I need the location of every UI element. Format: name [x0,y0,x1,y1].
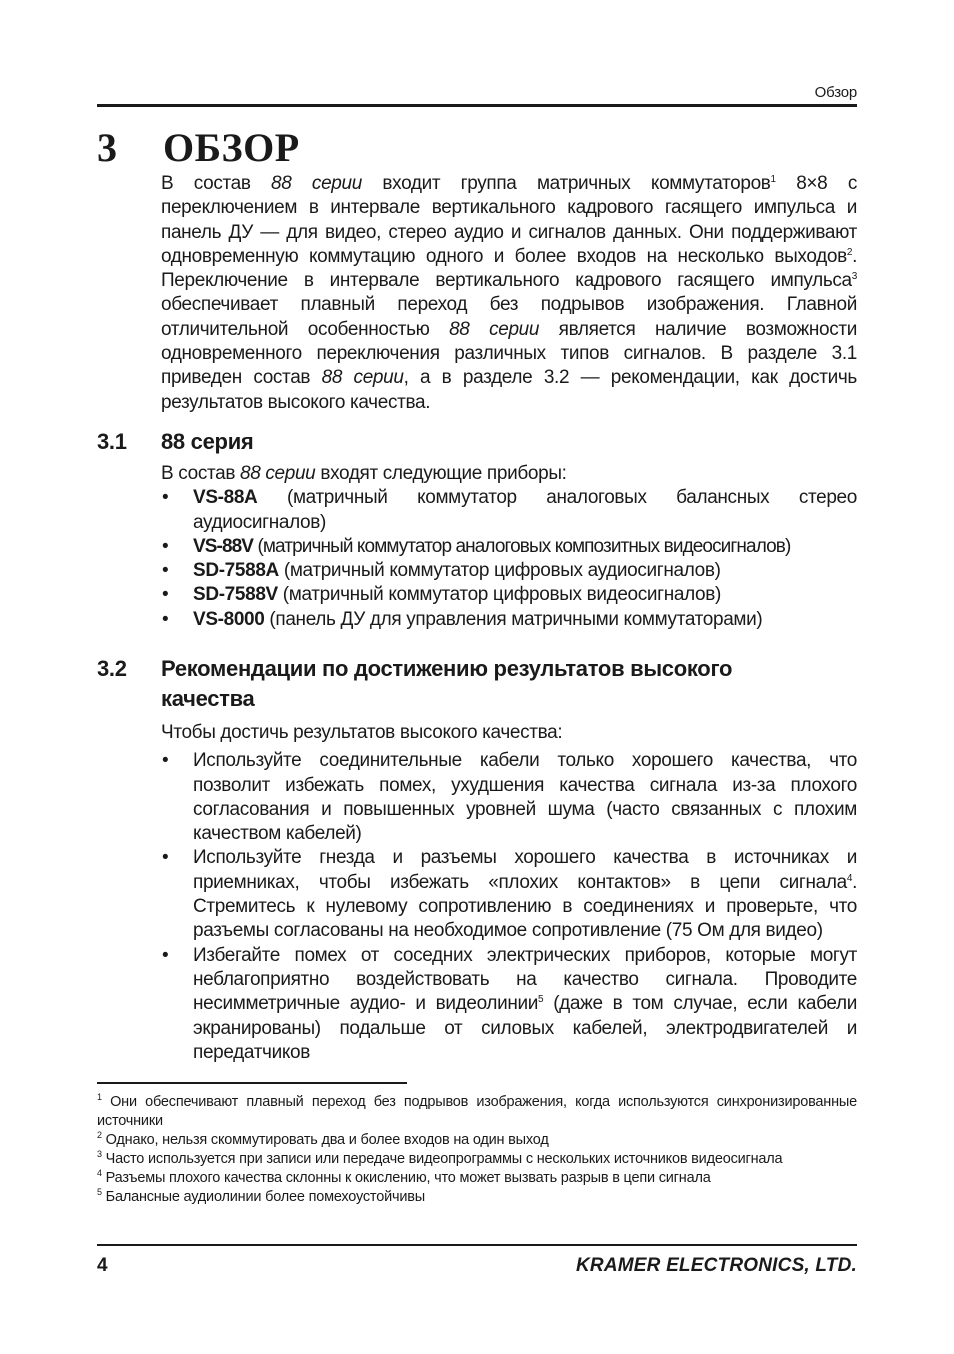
list-item [161,608,857,632]
model-name: SD-7588A [193,560,279,582]
footnote-text: Разъемы плохого качества склонны к окислению, что может вызвать разрыв в цепи сигнала [101,1170,711,1186]
running-header: Обзор [814,84,857,101]
model-description: (панель ДУ для управления матричными коммутаторами) [264,608,763,630]
series-name: 88 серии [240,463,316,484]
intro-text: входит группа матричных коммутаторов [361,173,771,194]
section-number: 3.1 [97,429,127,454]
lead-text: входят следующие приборы: [315,463,567,484]
series-name: 88 серии [271,173,362,194]
footnote-ref: 1 [770,174,776,185]
footnote-ref: 2 [846,246,853,258]
intro-text: , а в разделе 3.2 — рекомендации, как достичь результатов высокого качества. [161,367,857,413]
footnote-ref: 5 [538,994,544,1006]
footnote-text: Однако, нельзя скоммутировать два и более входов на один выход [101,1132,549,1148]
footnote-text: Часто используется при записи или передаче видеопрограммы с нескольких источников видеосигнала [101,1151,783,1167]
model-description: (матричный коммутатор аналоговых композитных видеосигналов) [253,535,791,557]
footnotes [97,1093,857,1207]
lead-text: В состав [161,463,241,484]
intro-text: . Переключение в интервале вертикального кадрового гасящего импульса [161,245,857,292]
page-number: 4 [97,1255,108,1276]
device-list [161,486,857,632]
recommendation-list [161,749,857,1065]
recommendation-text: Используйте соединительные кабели только хорошего качества, что позволит избежать помех, ухудшения качества сигнала из-за плохого согласования и повышенных уровней шума (часто связанных с плохим качеством кабелей) [193,750,857,845]
chapter-intro-paragraph [161,172,857,415]
list-item [161,535,857,559]
model-description: (матричный коммутатор цифровых аудиосигналов) [278,560,721,582]
series-name: 88 серии [449,318,540,340]
bullet: • [162,560,169,582]
footnote-number: 4 [97,1168,102,1178]
footer-rule [97,1244,857,1246]
model-name: VS-8000 [193,608,265,630]
section-number: 3.2 [97,656,127,681]
footnote-number: 5 [97,1187,102,1197]
intro-text: В состав [161,173,272,194]
chapter-title [97,124,857,172]
page [97,0,857,1354]
footnote [97,1093,857,1131]
series-name: 88 серии [321,367,404,389]
footnote [97,1188,857,1207]
intro-text: обеспечивает плавный переход без подрывов изображения. Главной отличительной особенностью [161,294,857,340]
section-3-2-body [161,721,857,1065]
footnote [97,1131,857,1150]
list-item [161,583,857,607]
list-item [161,486,857,535]
footnote-number: 3 [97,1149,102,1159]
model-description: (матричный коммутатор цифровых видеосигналов) [277,584,721,606]
bullet: • [162,487,169,509]
section-title-line: качества [161,686,255,711]
bullet: • [162,944,169,966]
section-3-1-body [161,462,857,632]
section-lead [161,462,857,486]
footnote [97,1169,857,1188]
intro-text: является наличие возможности одновременного переключения различных типов сигналов. В разделе 3.1 приведен состав [161,318,857,389]
bullet: • [162,847,169,869]
footnote-rule [97,1082,407,1084]
footnote-number: 2 [97,1130,102,1140]
recommendation-text: (даже в том случае, если кабели экранированы) подальше от силовых кабелей, электродвигателей и передатчиков [193,993,857,1063]
intro-text: 8×8 с переключением в интервале вертикального кадрового гасящего импульса и панель ДУ — для видео, стерео аудио и сигналов данных. Они поддерживают одновременную коммутацию одного и более входов на несколько выходов [161,173,857,267]
recommendation-text: . Стремитесь к нулевому сопротивлению в соединениях и проверьте, что разъемы согласованы на необходимое сопротивление (75 Ом для видео) [193,871,857,942]
footnote-text: Они обеспечивают плавный переход без подрывов изображения, когда используются синхронизированные источники [97,1094,857,1129]
chapter-number: 3 [97,125,118,170]
bullet: • [162,535,168,557]
model-name: VS-88V [193,535,254,557]
footnote-ref: 4 [846,872,853,884]
footnote-text: Балансные аудиолинии более помехоустойчивы [101,1189,425,1205]
section-title: 88 серия [161,429,254,454]
list-item [161,846,857,943]
chapter-title-text: ОБЗОР [163,125,300,170]
bullet: • [162,608,169,630]
recommendation-text: Избегайте помех от соседних электрических приборов, которые могут неблагоприятно воздействовать на качество сигнала. Проводите несимметричные аудио- и видеолинии [193,944,857,1015]
list-item [161,559,857,583]
footnote [97,1150,857,1169]
list-item [161,944,857,1065]
bullet: • [162,750,169,772]
model-name: SD-7588V [193,584,278,606]
section-title-line: Рекомендации по достижению результатов высокого [161,656,733,681]
header-rule [97,104,857,107]
bullet: • [162,584,169,606]
footnote-ref: 3 [851,271,857,283]
model-description: (матричный коммутатор аналоговых балансных стерео аудиосигналов) [193,487,857,533]
company-name: KRAMER ELECTRONICS, LTD. [576,1255,857,1276]
model-name: VS-88A [193,487,258,509]
section-lead: Чтобы достичь результатов высокого качества: [161,722,563,743]
section-title [161,654,861,714]
list-item [161,749,857,846]
recommendation-text: Используйте гнезда и разъемы хорошего качества в источниках и приемниках, чтобы избежать «плохих контактов» в цепи сигнала [193,847,857,893]
footnote-number: 1 [97,1092,102,1102]
